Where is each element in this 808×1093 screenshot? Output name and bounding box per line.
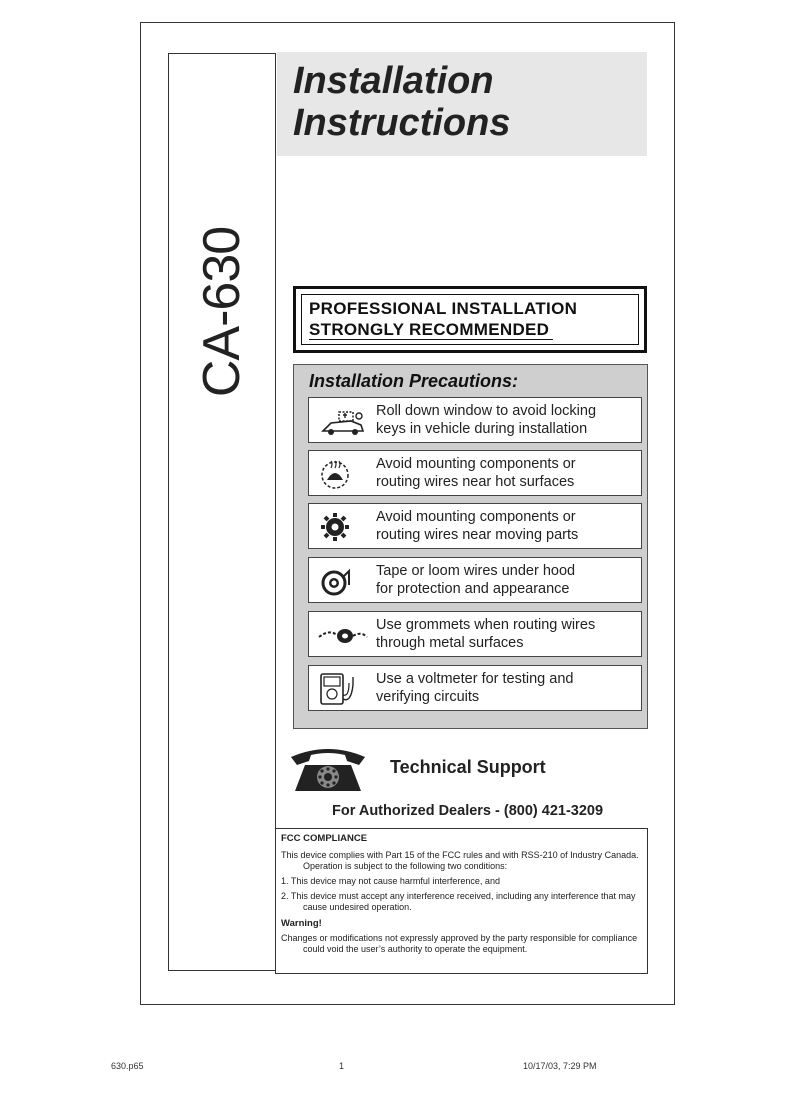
precaution-line-1: Avoid mounting components or xyxy=(376,456,576,472)
title-line-1: Installation xyxy=(293,60,494,102)
notice-line-2: STRONGLY RECOMMENDED xyxy=(309,320,553,340)
precaution-line-2: routing wires near hot surfaces xyxy=(376,474,575,490)
precaution-line-2: routing wires near moving parts xyxy=(376,527,579,543)
fcc-compliance-text xyxy=(281,833,645,959)
precaution-line-2: keys in vehicle during installation xyxy=(376,421,588,437)
footer-page-number: 1 xyxy=(339,1061,345,1071)
hot-surface-icon xyxy=(317,458,369,490)
technical-support-title: Technical Support xyxy=(390,757,546,777)
precaution-text xyxy=(376,455,638,491)
title-line-2: Instructions xyxy=(293,102,511,144)
precaution-item xyxy=(308,557,642,603)
precaution-line-1: Tape or loom wires under hood xyxy=(376,563,576,579)
precautions-heading: Installation Precautions: xyxy=(309,371,519,391)
footer-date: 10/17/03, 7:29 PM xyxy=(523,1061,597,1071)
notice-line-1: PROFESSIONAL INSTALLATION xyxy=(309,299,578,318)
precaution-item xyxy=(308,611,642,657)
model-number: CA-630 xyxy=(193,226,251,398)
fcc-heading: FCC COMPLIANCE xyxy=(281,833,368,844)
telephone-icon xyxy=(289,745,367,795)
precaution-line-2: verifying circuits xyxy=(376,689,480,705)
precaution-line-1: Use grommets when routing wires xyxy=(376,617,596,633)
support-phone: - (800) 421-3209 xyxy=(495,803,604,819)
precaution-line-2: for protection and appearance xyxy=(376,581,570,597)
fcc-condition-1: 1. This device may not cause harmful interference, and xyxy=(281,876,500,886)
grommet-icon xyxy=(317,619,369,651)
car-keys-icon xyxy=(317,405,369,437)
fcc-warning-text: Changes or modifications not expressly approved by the party responsible for compliance could void the user’s authority to operate the equipment. xyxy=(281,933,638,954)
precaution-text xyxy=(376,508,638,544)
dealer-phone-line xyxy=(332,803,603,819)
precaution-line-1: Use a voltmeter for testing and xyxy=(376,671,574,687)
precaution-line-1: Avoid mounting components or xyxy=(376,509,576,525)
precaution-item xyxy=(308,665,642,711)
precaution-text xyxy=(376,562,638,598)
gear-icon xyxy=(317,511,369,543)
fcc-condition-2: 2. This device must accept any interference received, including any interference that may cause undesired operation. xyxy=(281,891,636,912)
precaution-text xyxy=(376,402,638,438)
precaution-item xyxy=(308,450,642,496)
notice-text xyxy=(309,298,577,340)
precaution-line-1: Roll down window to avoid locking xyxy=(376,403,597,419)
fcc-warning-label: Warning! xyxy=(281,918,322,929)
fcc-intro: This device complies with Part 15 of the FCC rules and with RSS-210 of Industry Canada. Operation is subject to the following two conditions: xyxy=(281,850,639,871)
page-title xyxy=(293,60,510,144)
precaution-text xyxy=(376,670,638,706)
voltmeter-icon xyxy=(317,673,369,705)
tape-roll-icon xyxy=(317,565,369,597)
precaution-line-2: through metal surfaces xyxy=(376,635,524,651)
precaution-item xyxy=(308,503,642,549)
precaution-text xyxy=(376,616,638,652)
dealers-label: For Authorized Dealers xyxy=(332,803,491,819)
footer-filename: 630.p65 xyxy=(111,1061,144,1071)
precaution-item xyxy=(308,397,642,443)
sidebar-panel xyxy=(168,53,276,971)
